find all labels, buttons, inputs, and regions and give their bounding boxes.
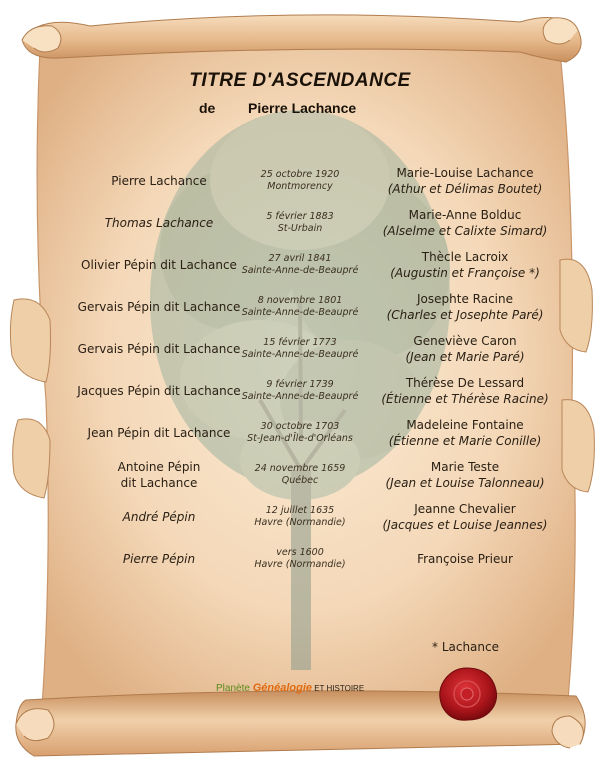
spouse (372, 496, 558, 538)
marriage-place: Sainte-Anne-de-Beaupré (241, 265, 359, 276)
marriage-place: St-Jean-d'Île-d'Orléans (247, 433, 353, 444)
spouse-name: Thérèse De Lessard (405, 376, 525, 390)
marriage-event (230, 244, 370, 286)
marriage-date: vers 1600 (276, 547, 324, 558)
generation-row (0, 412, 600, 454)
subtitle-de: de (199, 100, 216, 116)
marriage-date: 12 juillet 1635 (265, 505, 335, 516)
ancestor-name-line: Pierre Pépin (122, 552, 196, 566)
marriage-place: Montmorency (267, 181, 333, 192)
spouse-parents: (Charles et Josephte Paré) (386, 308, 544, 322)
spouse-parents: (Jean et Louise Talonneau) (385, 476, 545, 490)
subtitle-name: Pierre Lachance (248, 100, 357, 116)
marriage-place: Havre (Normandie) (254, 517, 346, 528)
ancestor-name-line: André Pépin (122, 510, 196, 524)
spouse-name: Marie Teste (430, 460, 500, 474)
spouse (372, 328, 558, 370)
document-title: TITRE D'ASCENDANCE (189, 70, 411, 91)
marriage-date: 15 février 1773 (263, 337, 337, 348)
marriage-place: Québec (281, 475, 319, 486)
marriage-event (230, 496, 370, 538)
footer-logo-part1: Planète (216, 683, 253, 694)
generation-row (0, 370, 600, 412)
generation-row (0, 244, 600, 286)
spouse-parents: (Jacques et Louise Jeannes) (382, 518, 548, 532)
marriage-event (230, 328, 370, 370)
generation-row (0, 328, 600, 370)
spouse-name: Geneviève Caron (413, 334, 517, 348)
marriage-event (230, 370, 370, 412)
marriage-date: 8 novembre 1801 (257, 295, 343, 306)
marriage-date: 27 avril 1841 (268, 253, 332, 264)
spouse-parents: (Alselme et Calixte Simard) (382, 224, 548, 238)
marriage-event (230, 160, 370, 202)
spouse-name: Françoise Prieur (417, 552, 513, 566)
marriage-date: 25 octobre 1920 (260, 169, 340, 180)
spouse-parents: (Athur et Délimas Boutet) (387, 182, 543, 196)
generation-row (0, 454, 600, 496)
spouse-name: Josephte Racine (417, 292, 513, 306)
spouse-parents: (Étienne et Thérèse Racine) (381, 392, 549, 406)
marriage-date: 24 novembre 1659 (254, 463, 346, 474)
spouse (372, 160, 558, 202)
generation-row (0, 496, 600, 538)
marriage-place: St-Urbain (277, 223, 323, 234)
spouse-parents: (Augustin et Françoise *) (390, 266, 540, 280)
spouse-parents: (Jean et Marie Paré) (405, 350, 525, 364)
marriage-event (230, 202, 370, 244)
generation-row (0, 202, 600, 244)
generation-row (0, 160, 600, 202)
generation-row (0, 286, 600, 328)
spouse (372, 412, 558, 454)
spouse (372, 538, 558, 580)
marriage-place: Sainte-Anne-de-Beaupré (241, 307, 359, 318)
ancestor-name-line: dit Lachance (120, 476, 198, 490)
ancestor-name-line: Jacques Pépin dit Lachance (77, 384, 241, 398)
marriage-place: Sainte-Anne-de-Beaupré (241, 391, 359, 402)
ancestor-name-line: Antoine Pépin (117, 460, 201, 474)
footnote: * Lachance (432, 640, 499, 654)
spouse-name: Marie-Anne Bolduc (408, 208, 522, 222)
spouse (372, 286, 558, 328)
ancestor-name-line: Gervais Pépin dit Lachance (77, 300, 241, 314)
generation-row (0, 538, 600, 580)
marriage-place: Havre (Normandie) (254, 559, 346, 570)
spouse (372, 454, 558, 496)
footer-logo-part2: Généalogie (252, 682, 312, 694)
marriage-date: 30 octobre 1703 (260, 421, 340, 432)
ancestor-name-line: Pierre Lachance (111, 174, 207, 188)
ancestor-name-line: Jean Pépin dit Lachance (87, 426, 231, 440)
spouse (372, 370, 558, 412)
spouse (372, 202, 558, 244)
marriage-date: 9 février 1739 (266, 379, 334, 390)
marriage-event (230, 454, 370, 496)
wax-seal-icon (440, 668, 497, 720)
ancestor-name-line: Gervais Pépin dit Lachance (77, 342, 241, 356)
marriage-date: 5 février 1883 (266, 211, 334, 222)
marriage-event (230, 538, 370, 580)
footer-logo-part3: ET HISTOIRE (312, 684, 365, 693)
spouse-name: Marie-Louise Lachance (396, 166, 534, 180)
marriage-place: Sainte-Anne-de-Beaupré (241, 349, 359, 360)
spouse (372, 244, 558, 286)
spouse-name: Madeleine Fontaine (406, 418, 524, 432)
spouse-name: Thècle Lacroix (421, 250, 509, 264)
marriage-event (230, 286, 370, 328)
spouse-name: Jeanne Chevalier (414, 502, 516, 516)
footer-logo (216, 682, 364, 694)
ancestor-name-line: Thomas Lachance (104, 216, 214, 230)
ancestor-name-line: Olivier Pépin dit Lachance (81, 258, 237, 272)
marriage-event (230, 412, 370, 454)
spouse-parents: (Étienne et Marie Conille) (388, 434, 542, 448)
